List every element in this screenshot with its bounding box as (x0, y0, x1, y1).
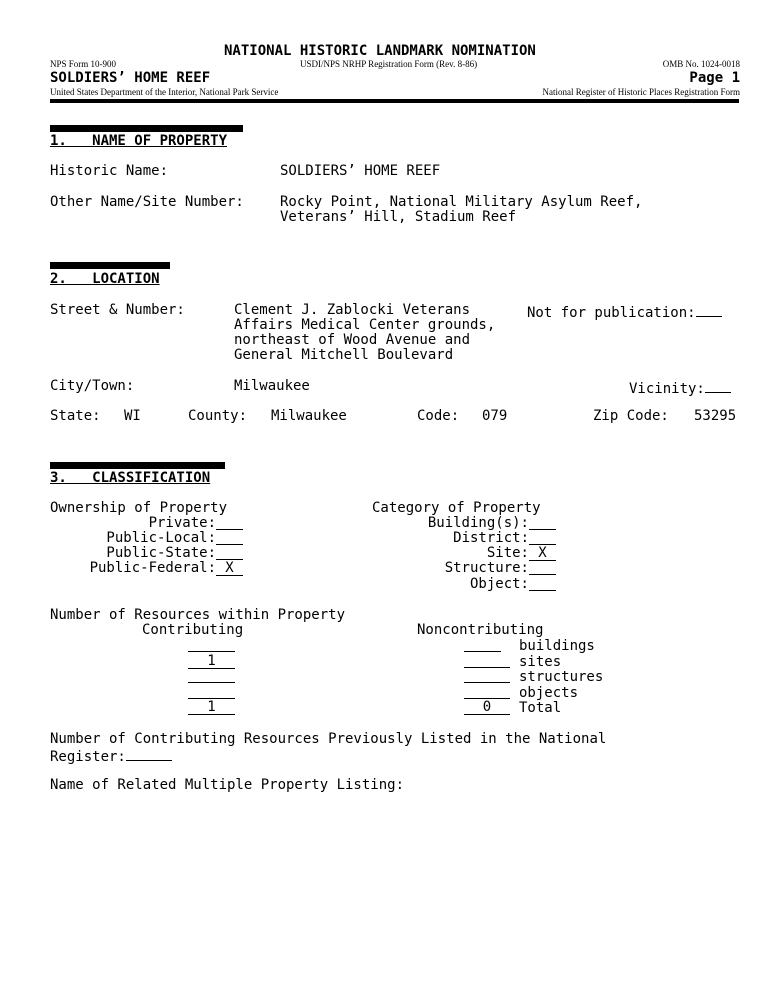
private-label: Private: (148, 515, 216, 531)
historic-name-label: Historic Name: (50, 163, 169, 179)
street-line-2: Affairs Medical Center grounds, (234, 317, 496, 333)
previously-listed-field (50, 747, 172, 765)
site-label: Site: (486, 545, 529, 561)
city-town-value: Milwaukee (234, 378, 310, 394)
district-label: District: (453, 530, 529, 546)
ownership-title: Ownership of Property (50, 500, 228, 516)
other-name-line-1: Rocky Point, National Military Asylum Reef, (280, 194, 643, 210)
noncontributing-sites-blank (464, 654, 510, 668)
contributing-total-blank: 1 (188, 701, 235, 715)
resources-title: Number of Resources within Property (50, 607, 346, 623)
resource-objects-label: objects (519, 685, 579, 701)
building-label: Building(s): (427, 515, 529, 531)
public-federal-blank: X (216, 562, 243, 576)
public-local-label: Public-Local: (106, 530, 216, 546)
public-state-label: Public-State: (106, 545, 216, 561)
not-for-publication-label: Not for publication: (527, 305, 696, 321)
street-number-label: Street & Number: (50, 302, 185, 318)
code-label: Code: (417, 408, 460, 424)
noncontributing-heading: Noncontributing (417, 622, 544, 638)
noncontributing-structures-blank (464, 669, 510, 683)
noncontributing-buildings-blank (464, 638, 501, 652)
previously-listed-blank (126, 747, 172, 761)
resource-buildings-label: buildings (519, 638, 595, 654)
object-blank (529, 577, 556, 591)
site-blank: X (529, 547, 556, 561)
state-label: State: (50, 408, 101, 424)
contributing-objects-blank (188, 685, 235, 699)
not-for-publication-blank (696, 303, 722, 317)
header-rule (50, 99, 739, 103)
vicinity-field (629, 379, 731, 397)
register-form-line: National Register of Historic Places Registration Form (542, 87, 740, 97)
zip-code-value: 53295 (694, 408, 737, 424)
related-multiple-property-label: Name of Related Multiple Property Listing: (50, 777, 405, 793)
street-line-3: northeast of Wood Avenue and (234, 332, 471, 348)
noncontributing-total-blank: 0 (464, 701, 510, 715)
district-blank (529, 531, 556, 545)
object-label: Object: (469, 576, 529, 592)
historic-name-value: SOLDIERS’ HOME REEF (280, 163, 441, 179)
city-town-label: City/Town: (50, 378, 135, 394)
contributing-sites-blank: 1 (188, 655, 235, 669)
county-label: County: (188, 408, 248, 424)
section-2-bar (50, 262, 170, 269)
public-federal-label: Public-Federal: (89, 560, 216, 576)
noncontributing-objects-blank (464, 685, 510, 699)
resource-structures-label: structures (519, 669, 604, 685)
contributing-heading: Contributing (142, 622, 244, 638)
state-value: WI (124, 408, 141, 424)
public-local-blank (216, 531, 243, 545)
street-line-4: General Mitchell Boulevard (234, 347, 454, 363)
vicinity-blank (705, 379, 731, 393)
building-blank (529, 516, 556, 530)
zip-code-label: Zip Code: (593, 408, 669, 424)
previously-listed-line-1: Number of Contributing Resources Previously Listed in the National (50, 731, 607, 747)
other-name-line-2: Veterans’ Hill, Stadium Reef (280, 209, 517, 225)
property-header-name: SOLDIERS’ HOME REEF (50, 70, 211, 86)
page-number: Page 1 (689, 70, 740, 86)
vicinity-label: Vicinity: (629, 381, 705, 397)
section-1-bar (50, 125, 243, 132)
private-blank (216, 516, 243, 530)
county-value: Milwaukee (271, 408, 347, 424)
previously-listed-label: Register: (50, 749, 126, 765)
registration-form-version: USDI/NPS NRHP Registration Form (Rev. 8-86) (300, 59, 478, 69)
street-line-1: Clement J. Zablocki Veterans (234, 302, 471, 318)
contributing-buildings-blank (188, 638, 235, 652)
category-title: Category of Property (372, 500, 541, 516)
section-3-bar (50, 462, 225, 469)
department-line: United States Department of the Interior, National Park Service (50, 87, 279, 97)
structure-label: Structure: (444, 560, 529, 576)
structure-blank (529, 561, 556, 575)
code-value: 079 (482, 408, 508, 424)
section-3-heading: 3. CLASSIFICATION (50, 470, 211, 486)
omb-number: OMB No. 1024-0018 (662, 59, 740, 69)
section-1-heading: 1. NAME OF PROPERTY (50, 133, 228, 149)
form-title: NATIONAL HISTORIC LANDMARK NOMINATION (224, 43, 536, 59)
section-2-heading: 2. LOCATION (50, 271, 160, 287)
resource-sites-label: sites (519, 654, 562, 670)
public-state-blank (216, 546, 243, 560)
not-for-publication-field (527, 303, 722, 321)
other-name-label: Other Name/Site Number: (50, 194, 244, 210)
resource-total-label: Total (519, 700, 562, 716)
form-number: NPS Form 10-900 (50, 59, 117, 69)
contributing-structures-blank (188, 669, 235, 683)
